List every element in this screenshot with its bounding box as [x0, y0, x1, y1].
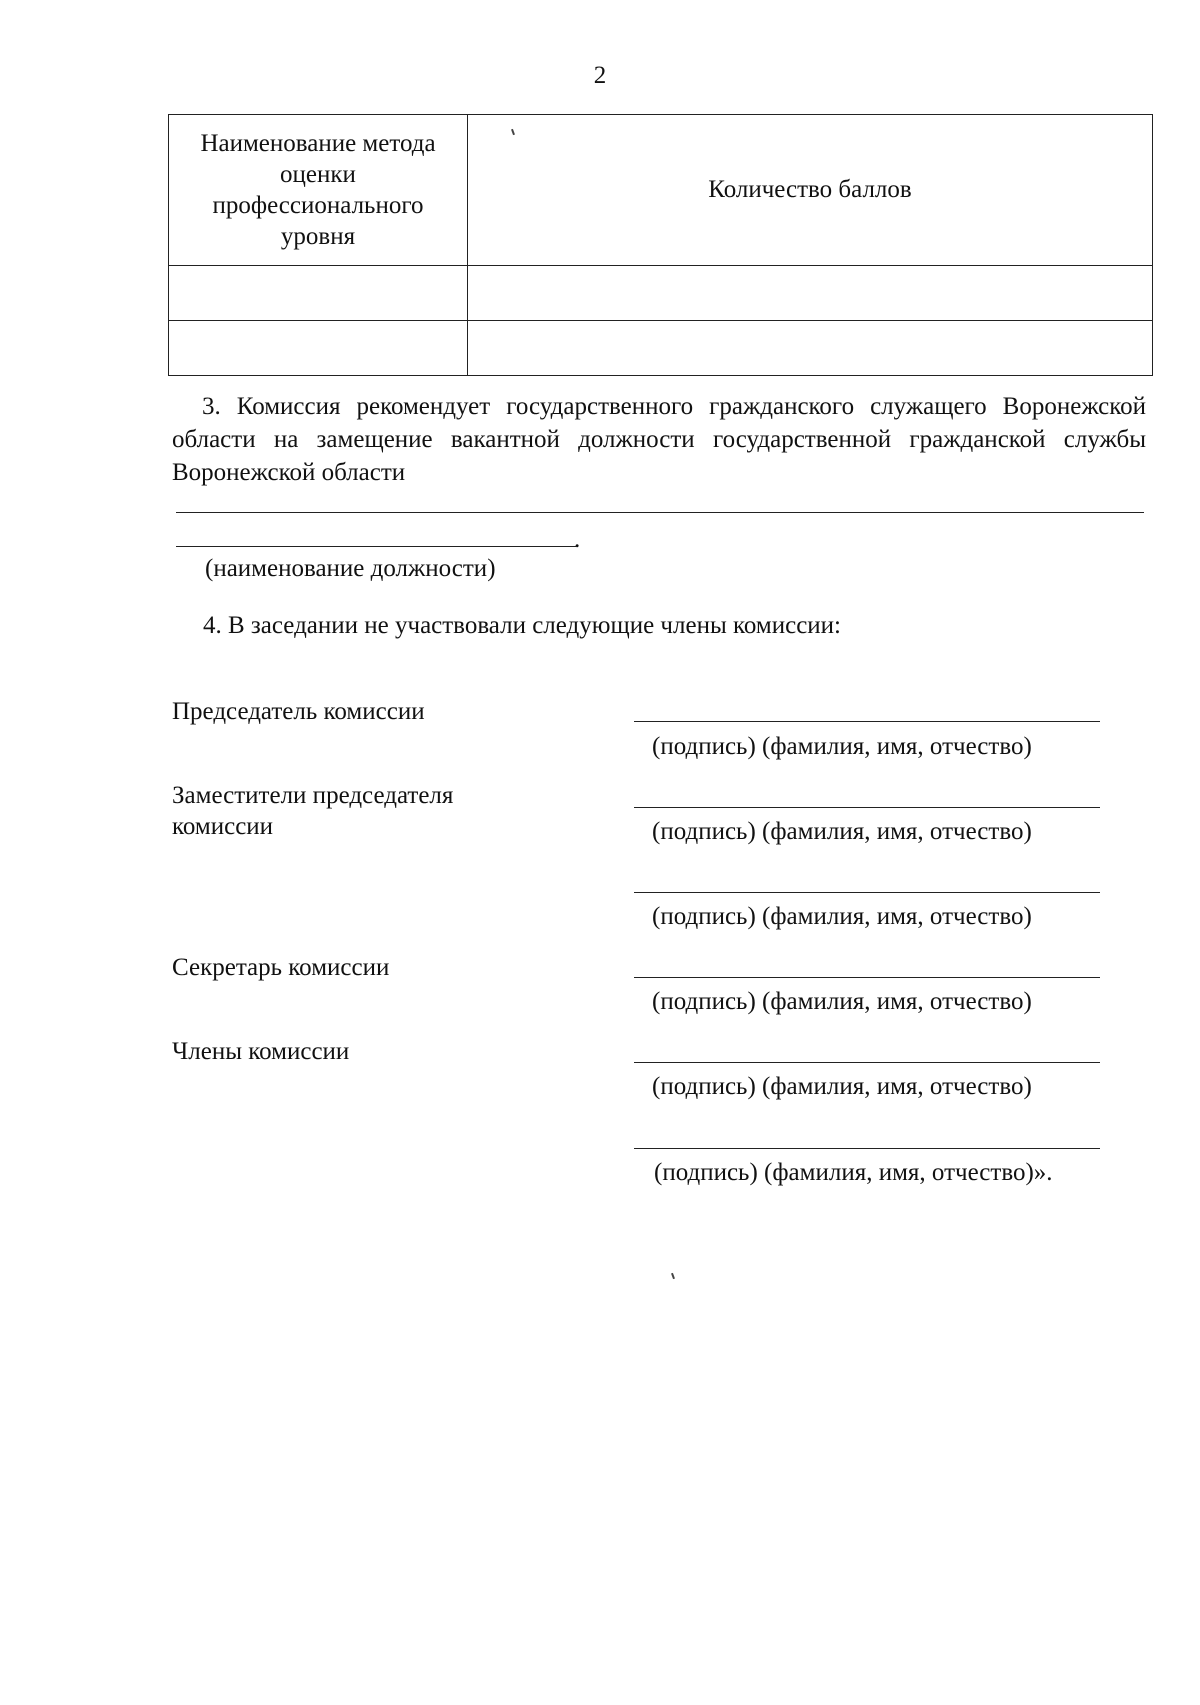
scan-artifact-mark: [671, 1273, 675, 1279]
paragraph-4: 4. В заседании не участвовали следующие члены комиссии:: [203, 612, 841, 639]
chair-signature-caption: (подпись) (фамилия, имя, отчество): [652, 733, 1032, 760]
chair-label: Председатель комиссии: [172, 698, 425, 725]
position-fill-line: [176, 512, 1144, 513]
secretary-signature-line: [634, 977, 1100, 978]
table-row: [169, 321, 1153, 376]
secretary-signature-caption: (подпись) (фамилия, имя, отчество): [652, 988, 1032, 1015]
member-1-signature-caption: (подпись) (фамилия, имя, отчество): [652, 1073, 1032, 1100]
table-cell: [169, 321, 468, 376]
header-method: Наименование метода оценки профессионального уровня: [169, 115, 468, 266]
table-header-row: [169, 115, 1153, 266]
position-caption: (наименование должности): [205, 555, 496, 582]
paragraph-3: [172, 390, 1146, 489]
paragraph-3-text: 3. Комиссия рекомендует государственного гражданского служащего Воронежской области на замещение вакантной должности государственной гражданской службы Воронежской области: [172, 393, 1146, 486]
member-1-signature-line: [634, 1062, 1100, 1063]
deputy-1-signature-caption: (подпись) (фамилия, имя, отчество): [652, 818, 1032, 845]
deputy-1-signature-line: [634, 807, 1100, 808]
chair-signature-line: [634, 721, 1100, 722]
deputies-label: Заместители председателя комиссии: [172, 782, 454, 840]
table-cell: [468, 321, 1153, 376]
table-row: [169, 266, 1153, 321]
paragraph-3-end-mark: .: [574, 526, 581, 553]
members-label: Члены комиссии: [172, 1038, 350, 1065]
member-2-signature-line: [634, 1148, 1100, 1149]
page-number: 2: [593, 62, 607, 89]
position-fill-line-end: [176, 546, 576, 547]
member-2-signature-caption: (подпись) (фамилия, имя, отчество)».: [654, 1159, 1053, 1186]
header-score: Количество баллов: [468, 115, 1153, 266]
scores-table: [168, 114, 1153, 376]
table-cell: [169, 266, 468, 321]
deputy-2-signature-line: [634, 892, 1100, 893]
secretary-label: Секретарь комиссии: [172, 954, 390, 981]
table-cell: [468, 266, 1153, 321]
deputy-2-signature-caption: (подпись) (фамилия, имя, отчество): [652, 903, 1032, 930]
